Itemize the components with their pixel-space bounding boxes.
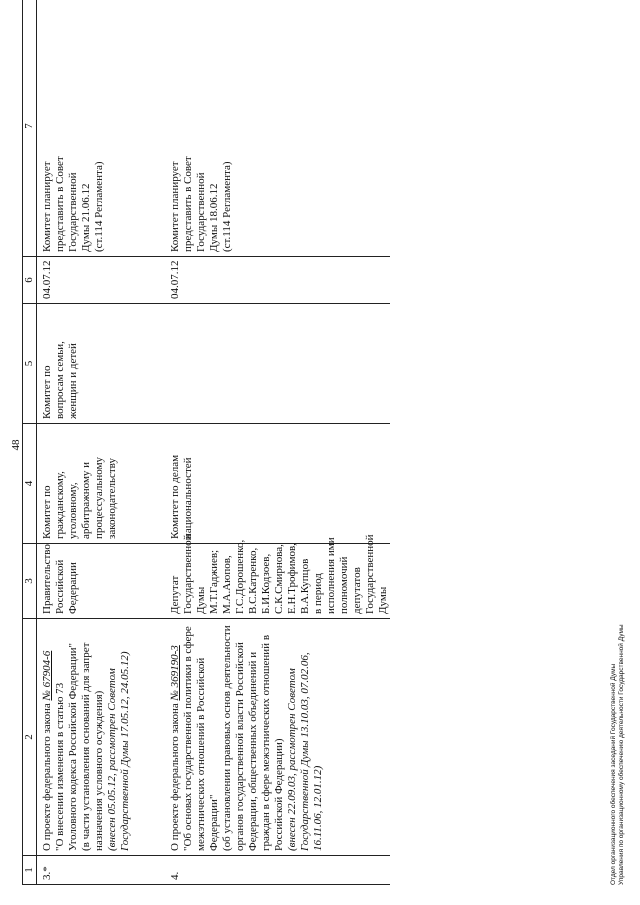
author-line: Г.С.Дорошенко, (234, 539, 246, 614)
author-line: Б.И.Кодзоев, (260, 553, 272, 614)
bill-text-line: Уголовного кодекса Российской Федерации" (67, 642, 79, 851)
bill-title-line (41, 622, 54, 851)
table-row (37, 0, 166, 885)
page-number: 48 (10, 439, 22, 451)
bill-note-line: 16.11.06, 12.01.12) (312, 765, 324, 851)
row-number-text: 4. (169, 871, 181, 880)
co-committee-line: вопросам семьи, (54, 341, 66, 419)
bill-text-line: "О внесении изменения в статью 73 (54, 682, 66, 851)
bill-text-line: межэтнических отношений в Российской (195, 657, 207, 851)
committee-line: Комитет по делам (169, 454, 181, 539)
bill-author (37, 544, 166, 619)
bill-text-line: Российской Федерации) (273, 738, 285, 851)
author-line: Федерации (67, 562, 79, 614)
row-number (165, 856, 390, 885)
action-line: Думы 18.06.12 (208, 183, 220, 252)
bill-text-line: Федерации" (208, 794, 220, 851)
committee-line: Комитет по (41, 485, 53, 539)
bill-author (165, 534, 390, 619)
column-number-row (23, 0, 37, 885)
column-number: 4 (23, 424, 37, 544)
footer-line: Управления по организационному обеспечению деятельности Государственной Думы (618, 624, 625, 885)
planned-action (165, 0, 390, 257)
co-executor-committee (165, 304, 390, 424)
column-number: 3 (23, 544, 37, 619)
bill-text-line: (об установлении правовых основ деятельности (221, 625, 233, 851)
action-line: представить в Совет (54, 156, 66, 252)
author-line: Депутат (169, 575, 181, 614)
bill-number: № 369190-3 (169, 645, 181, 701)
action-line: Думы 21.06.12 (80, 183, 92, 252)
bill-description (165, 619, 390, 856)
action-line: Государственной (195, 172, 207, 252)
column-number: 5 (23, 304, 37, 424)
column-number: 1 (23, 856, 37, 885)
action-line: (ст.114 Регламента) (221, 161, 233, 252)
action-line: представить в Совет (182, 156, 194, 252)
co-executor-committee (37, 304, 166, 424)
bill-title: О проекте федерального закона (41, 703, 53, 851)
row-number (37, 856, 166, 885)
bill-title-line (169, 622, 182, 851)
committee-line: уголовному, (67, 482, 79, 539)
footer-line: Отдел организационного обеспечения заседаний Государственной Думы (610, 663, 617, 885)
author-line: исполнения ими (325, 537, 337, 614)
author-line: Думы (195, 586, 207, 614)
author-line: М.Т.Гаджиев; (208, 549, 220, 614)
column-number: 6 (23, 257, 37, 304)
row-number-text: 3.* (41, 866, 53, 880)
responsible-committee (165, 424, 390, 544)
author-line: депутатов (351, 567, 363, 614)
bill-text-line: органов государственной власти Российской (234, 642, 246, 851)
bill-text-line: назначения условного осуждения) (93, 690, 105, 851)
committee-line: арбитражному и (80, 461, 92, 539)
action-line: Комитет планирует (169, 161, 181, 252)
date-text: 04.07.12 (169, 260, 181, 299)
author-line: Правительство (41, 544, 53, 614)
bill-description (37, 619, 166, 856)
author-line: М.А.Аюпов, (221, 555, 233, 614)
author-line: Е.Н.Трофимов, (286, 543, 298, 614)
planned-action (37, 0, 166, 257)
bill-number: № 67904-6 (41, 650, 53, 701)
action-line: Комитет планирует (41, 161, 53, 252)
action-line: Государственной (67, 172, 79, 252)
bill-text-line: Федерации, общественных объединений и (247, 651, 259, 851)
co-committee-line: женщин и детей (67, 343, 79, 419)
committee-line: процессуальному (93, 456, 105, 539)
bill-text-line: "Об основах государственной политики в сфере (182, 626, 194, 851)
author-line: полномочий (338, 556, 350, 614)
committee-line: законодательству (106, 458, 118, 539)
bill-title: О проекте федерального закона (169, 703, 181, 851)
committee-line: национальностей (182, 457, 194, 539)
column-number: 2 (23, 619, 37, 856)
bills-table (22, 0, 390, 885)
committee-line: гражданскому, (54, 471, 66, 539)
deadline-date (37, 257, 166, 304)
author-line: В.А.Купцов (299, 558, 311, 614)
author-line: Российской (54, 559, 66, 614)
author-line: Думы (377, 586, 389, 614)
co-committee-line: Комитет по (41, 365, 53, 419)
responsible-committee (37, 424, 166, 544)
bill-note-line: (внесен 22.09.03, рассмотрен Советом (286, 668, 298, 851)
author-line: в период (312, 573, 324, 614)
author-line: С.К.Смирнова, (273, 544, 285, 614)
deadline-date (165, 257, 390, 304)
column-number: 7 (23, 0, 37, 257)
bill-text-line: (в части установления оснований для запрет (80, 642, 92, 851)
author-line: Государственной (182, 534, 194, 614)
bill-note-line: Государственной Думы 13.10.03, 07.02.06, (299, 652, 311, 851)
bill-note-line: (внесен 05.05.12, рассмотрен Советом (106, 668, 118, 851)
table-row (165, 0, 390, 885)
action-line: (ст.114 Регламента) (93, 161, 105, 252)
footer-department (610, 624, 626, 885)
author-line: Государственной (364, 534, 376, 614)
bill-note-line: Государственной Думы 17.05.12, 24.05.12) (119, 651, 131, 851)
date-text: 04.07.12 (41, 260, 53, 299)
bill-text-line: граждан в сфере межэтнических отношений в (260, 634, 272, 851)
author-line: В.С.Катренко, (247, 547, 259, 614)
